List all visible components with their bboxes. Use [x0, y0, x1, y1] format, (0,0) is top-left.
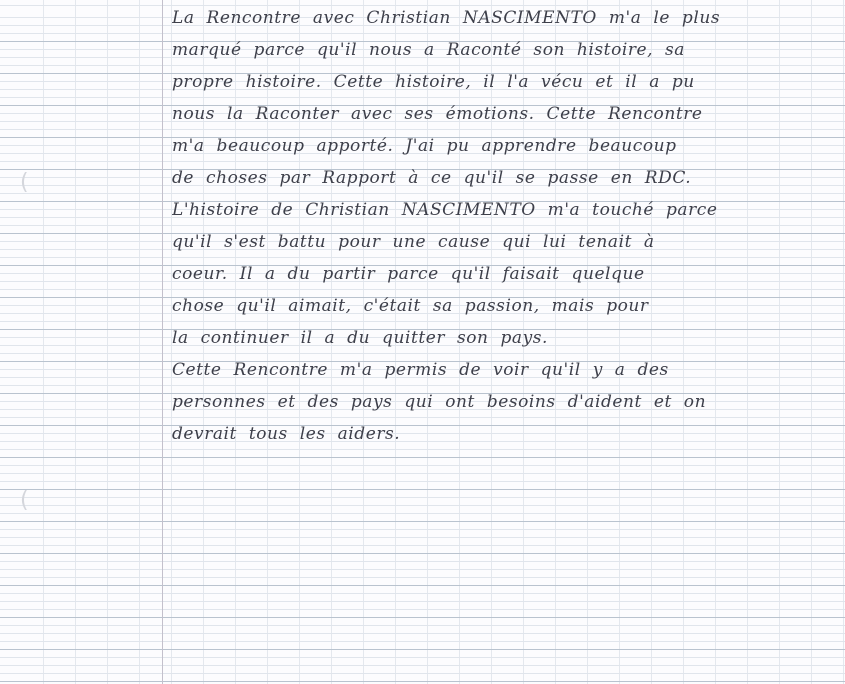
- text-line: coeur. Il a du partir parce qu'il faisait quelque: [172, 264, 645, 284]
- text-line: la continuer il a du quitter son pays.: [172, 328, 548, 348]
- text-line: personnes et des pays qui ont besoins d'aident et on: [172, 392, 707, 412]
- text-line: propre histoire. Cette histoire, il l'a vécu et il a pu: [172, 72, 695, 92]
- text-line: nous la Raconter avec ses émotions. Cette Rencontre: [172, 104, 703, 124]
- text-line: de choses par Rapport à ce qu'il se passe en RDC.: [172, 168, 692, 188]
- text-line: marqué parce qu'il nous a Raconté son histoire, sa: [172, 40, 685, 60]
- text-line: Cette Rencontre m'a permis de voir qu'il y a des: [172, 360, 669, 380]
- margin-mark: (: [20, 488, 29, 513]
- text-line: chose qu'il aimait, c'était sa passion, mais pour: [172, 296, 649, 316]
- text-line: qu'il s'est battu pour une cause qui lui tenait à: [172, 232, 655, 252]
- text-line: m'a beaucoup apporté. J'ai pu apprendre beaucoup: [172, 136, 677, 156]
- margin-line: [162, 0, 163, 684]
- margin-mark: (: [20, 170, 29, 195]
- handwritten-text: [172, 2, 832, 450]
- text-line: devrait tous les aiders.: [172, 424, 401, 444]
- text-line: La Rencontre avec Christian NASCIMENTO m'a le plus: [172, 8, 721, 28]
- text-line: L'histoire de Christian NASCIMENTO m'a touché parce: [172, 200, 718, 220]
